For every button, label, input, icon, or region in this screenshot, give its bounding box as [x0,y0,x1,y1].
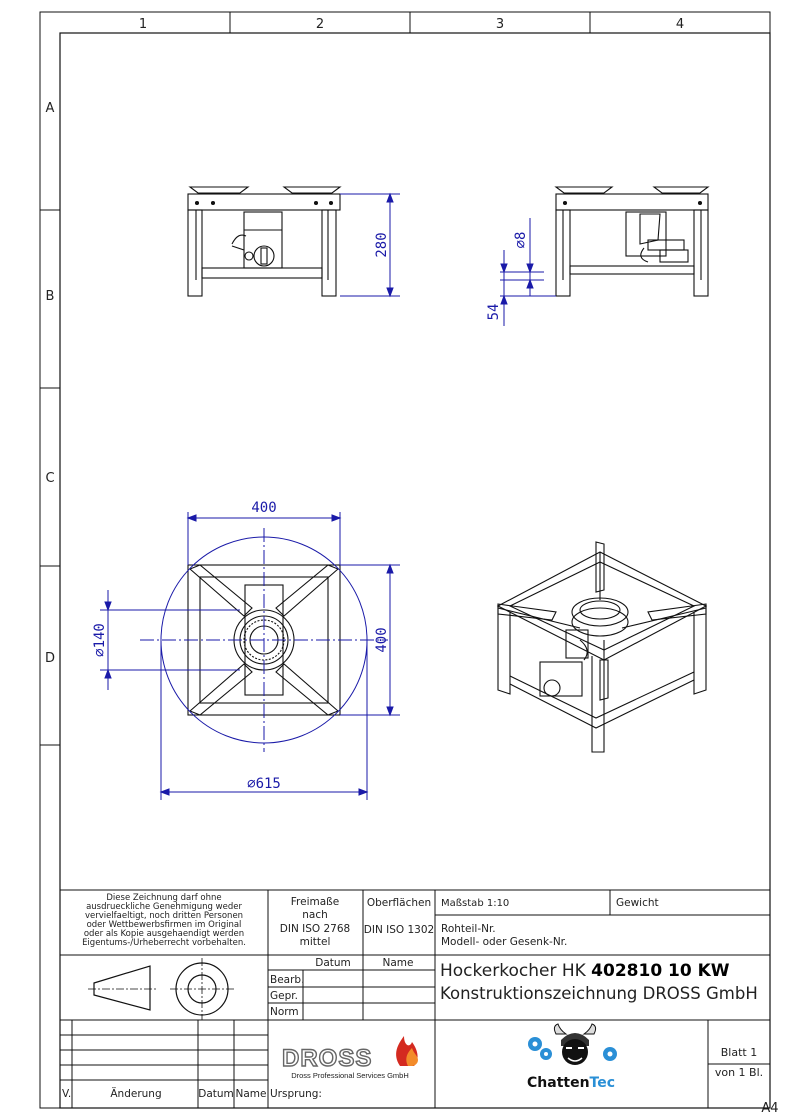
dim-depth: 400 [374,627,390,653]
top-view-construction [140,528,388,752]
zone-label-4: 4 [675,17,685,32]
revision-label: V. [62,1088,72,1100]
drawing-title [440,961,730,981]
zone-label-A: A [45,101,55,116]
format-label: A4 [761,1101,779,1116]
zone-label-2: 2 [315,17,325,32]
copyright-line: ausdrueckliche Genehmigung weder [86,902,242,912]
datum-header: Datum [315,957,351,969]
drawing-subtitle: Konstruktionszeichnung DROSS GmbH [440,984,758,1003]
zone-label-1: 1 [138,17,148,32]
change-name-label: Name [235,1088,267,1100]
sheet-label: Blatt 1 [720,1046,758,1059]
sheet-total: von 1 Bl. [714,1066,764,1079]
dross-logo [282,1036,418,1080]
dim-height: 280 [374,232,390,258]
dross-tagline: Dross Professional Services GmbH [291,1071,409,1080]
zone-label-3: 3 [495,17,505,32]
zone-label-B: B [45,289,55,304]
isometric-view [498,542,706,752]
scale-label: Maßstab 1:10 [441,898,510,909]
gepr-label: Gepr. [270,990,298,1002]
dimension-lines [100,194,556,800]
freimasse-label: Freimaße [290,896,340,908]
norm-label: Norm [270,1006,299,1018]
change-date-label: Datum [198,1088,234,1100]
copyright-line: oder Wettbewerbsfirmen im Original [86,920,242,930]
dim-width: 400 [251,500,277,516]
drawing-title-prefix: Hockerkocher HK [440,961,592,981]
projection-symbol [88,958,236,1020]
oberflaechen-norm: DIN ISO 1302 [363,924,435,936]
freimasse-label: nach [302,909,328,921]
side-view [556,187,708,296]
chattentec-logo [527,1024,617,1091]
rohteil-label: Rohteil-Nr. [441,923,496,935]
dim-outer-diameter: ⌀615 [247,776,281,792]
freimasse-label: mittel [299,936,331,948]
weight-label: Gewicht [616,897,659,909]
origin-label: Ursprung: [270,1088,322,1100]
copyright-line: Diese Zeichnung darf ohne [106,893,222,903]
change-label: Änderung [110,1088,162,1100]
copyright-line: oder als Kopie ausgehaendigt werden [83,929,245,939]
copyright-line: vervielfaeltigt, noch dritten Personen [84,911,244,921]
oberflaechen-label: Oberflächen [366,897,432,909]
viking-mascot-icon [554,1024,595,1065]
dim-small-diameter: ⌀8 [513,231,529,249]
dim-burner-diameter: ⌀140 [92,623,108,657]
chattentec-wordmark [527,1075,615,1091]
zone-label-D: D [44,651,56,666]
modell-label: Modell- oder Gesenk-Nr. [441,936,568,948]
chattentec-wordmark-a: Chatten [527,1075,590,1091]
freimasse-label: DIN ISO 2768 [279,923,351,935]
front-view [188,187,340,296]
drawing-title-number: 402810 10 KW [591,961,730,981]
copyright-line: Eigentums-/Urheberrecht vorbehalten. [82,938,246,948]
copyright-notice [82,893,246,948]
bearb-label: Bearb. [270,974,305,986]
dim-offset: 54 [486,303,502,321]
chattentec-wordmark-b: Tec [589,1075,616,1091]
dross-wordmark: DROSS [282,1045,373,1072]
name-header: Name [382,957,414,969]
zone-label-C: C [45,471,55,486]
